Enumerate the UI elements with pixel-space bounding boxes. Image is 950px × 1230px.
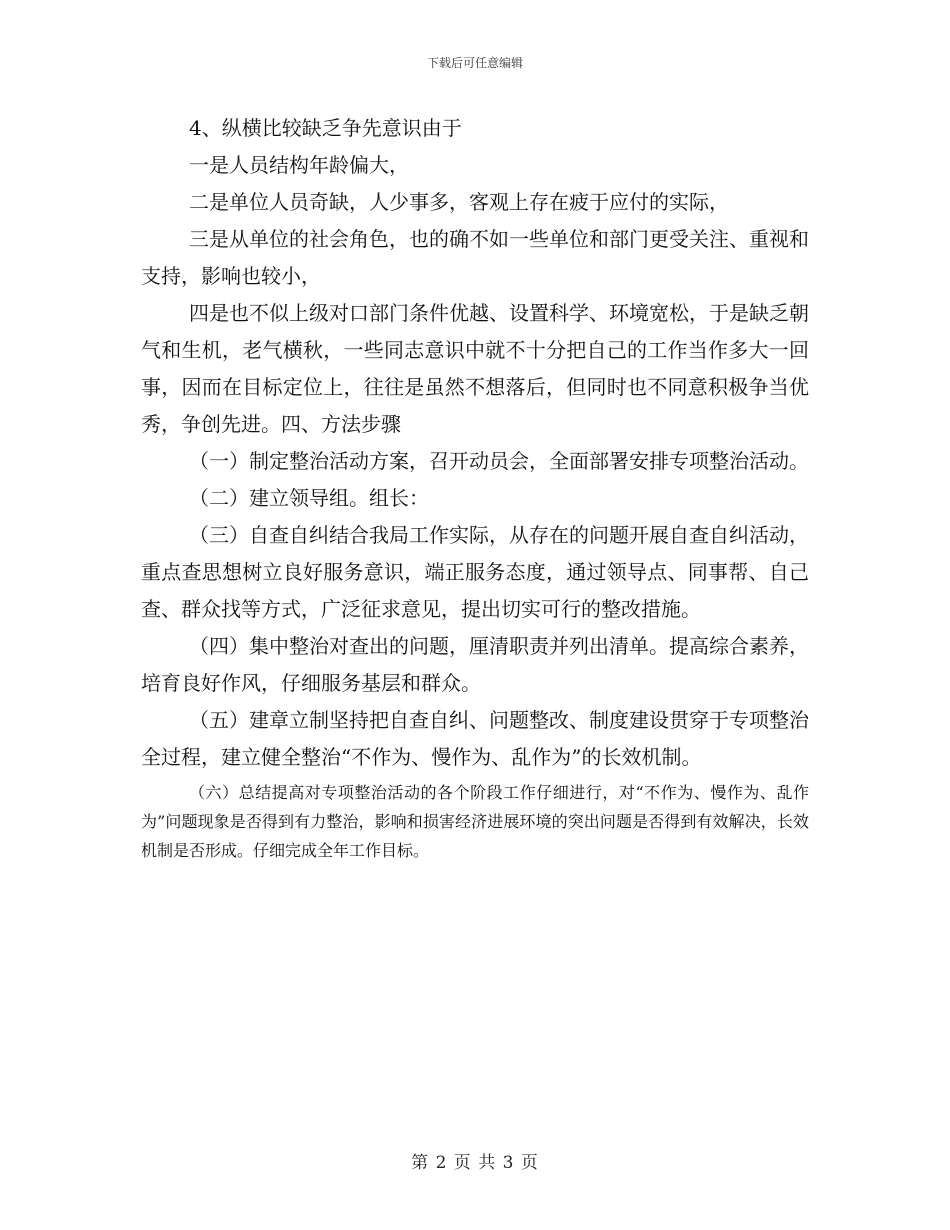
paragraph: 四是也不似上级对口部门条件优越、设置科学、环境宽松，于是缺乏朝气和生机，老气横秋，一些同志意识中就不十分把自己的工作当作多大一回事，因而在目标定位上，往往是虽然不想落后，但同时也不同意积极争当优秀，争创先进。四、方法步骤	[141, 301, 809, 436]
page-number: 第 2 页 共 3 页	[411, 1153, 539, 1173]
paragraph: （四）集中整治对查出的问题，厘清职责并列出清单。提高综合素养，培育良好作风，仔细服务基层和群众。	[141, 634, 809, 695]
paragraph: （三）自查自纠结合我局工作实际，从存在的问题开展自查自纠活动，重点查思想树立良好服务意识，端正服务态度，通过领导点、同事帮、自己查、群众找等方式，广泛征求意见，提出切实可行的整改措施。	[141, 523, 809, 621]
paragraph-small: （六）总结提高对专项整治活动的各个阶段工作仔细进行，对“不作为、慢作为、乱作为”问题现象是否得到有力整治，影响和损害经济进展环境的突出问题是否得到有效解决，长效机制是否形成。仔细完成全年工作目标。	[141, 783, 809, 860]
paragraph: （一）制定整治活动方案，召开动员会，全面部署安排专项整治活动。	[189, 449, 809, 473]
paragraph: （二）建立领导组。组长：	[189, 486, 429, 510]
paragraph: 一是人员结构年龄偏大，	[189, 153, 409, 177]
header-note: 下载后可任意编辑	[426, 56, 523, 70]
paragraph: 三是从单位的社会角色，也的确不如一些单位和部门更受关注、重视和支持，影响也较小，	[141, 227, 809, 288]
paragraph: 4、纵横比较缺乏争先意识由于	[189, 116, 462, 140]
paragraph: （五）建章立制坚持把自查自纠、问题整改、制度建设贯穿于专项整治全过程，建立健全整治“不作为、慢作为、乱作为”的长效机制。	[141, 708, 809, 769]
paragraph: 二是单位人员奇缺，人少事多，客观上存在疲于应付的实际，	[189, 190, 729, 214]
document-body	[141, 110, 809, 865]
